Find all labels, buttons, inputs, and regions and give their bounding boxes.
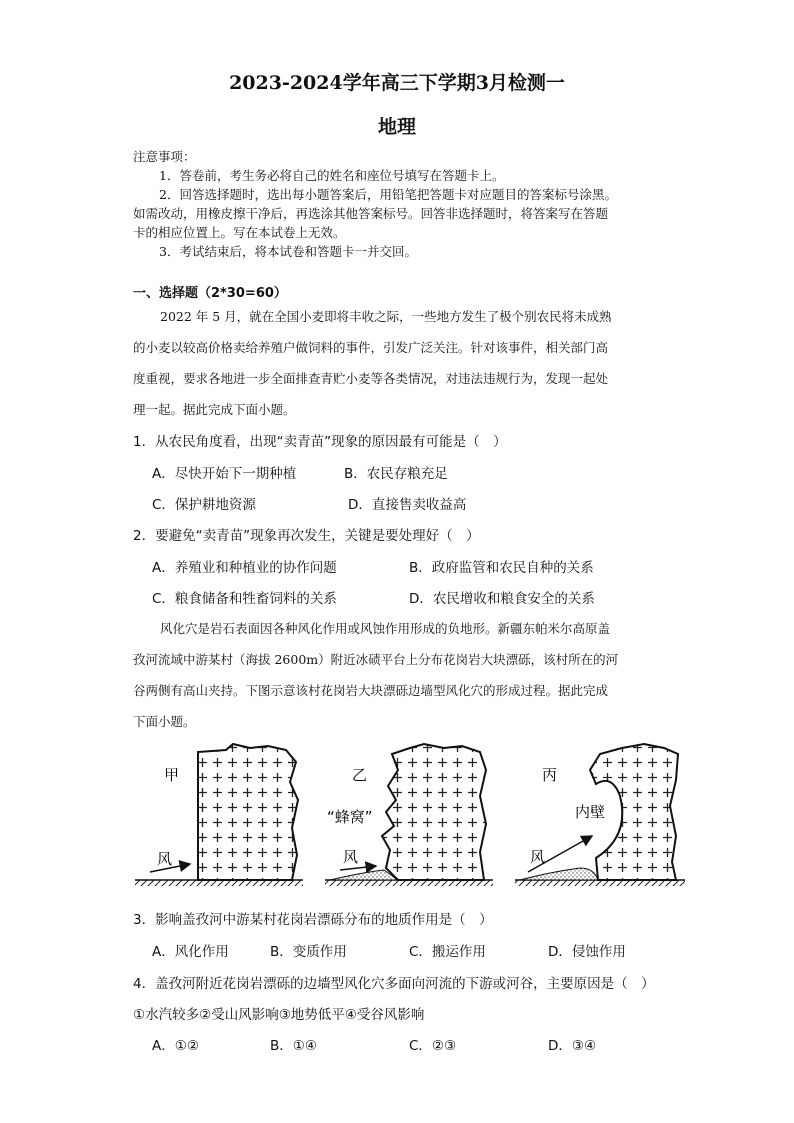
panel-label: 甲 [164,766,180,784]
question-option: C．保护耕地资源 [152,497,256,513]
question-option: B．①④ [270,1038,317,1054]
boulder [198,744,298,880]
passage-line: 度重视，要求各地进一步全面排查青贮小麦等各类情况，对违法违规行为，发现一起处 [133,371,609,386]
passage-line: 理一起。据此完成下面小题。 [133,402,296,417]
sand-deposit [330,870,398,880]
question-option: A．风化作用 [152,944,229,960]
question-option: D．侵蚀作用 [548,944,626,960]
question-stem: 1．从农民角度看，出现“卖青苗”现象的原因最有可能是（ ） [133,434,507,450]
question-stem: 3．影响盖孜河中游某村花岗岩漂砾分布的地质作用是（ ） [133,912,493,928]
question-option: A．养殖业和种植业的协作问题 [152,560,337,576]
notes-item: 2．回答选择题时，选出每小题答案后，用铅笔把答题卡对应题目的答案标号涂黑。 [159,187,617,202]
question-option: C．搬运作用 [409,944,486,960]
weathering-pit-figure [0,740,794,900]
question-stem: 4．盖孜河附近花岗岩漂砾的边墙型风化穴多面向河流的下游或河谷，主要原因是（ ） [133,976,655,992]
notes-item: 1．答卷前，考生务必将自己的姓名和座位号填写在答题卡上。 [159,168,505,183]
wind-label: 风 [157,850,173,868]
question-option: D．直接售卖收益高 [348,497,467,513]
question-option: D．农民增收和粮食安全的关系 [409,591,595,607]
question-stem: 2．要避免“卖青苗”现象再次发生，关键是要处理好（ ） [133,528,480,544]
notes-item: 如需改动，用橡皮擦干净后，再选涂其他答案标号。回答非选择题时，将答案写在答题 [133,206,609,221]
boulder [382,744,486,880]
question-option: A．尽快开始下一期种植 [152,466,297,482]
notes-item: 3．考试结束后，将本试卷和答题卡一并交回。 [159,244,417,259]
passage-line: 的小麦以较高价格卖给养殖户做饲料的事件，引发广泛关注。针对该事件，相关部门高 [133,340,609,355]
question-option: A．①② [152,1038,199,1054]
passage-line: 孜河流域中游某村（海拔 2600m）附近冰碛平台上分布花岗岩大块漂砾，该村所在的河 [133,652,619,667]
question-substem: ①水汽较多②受山风影响③地势低平④受谷风影响 [133,1007,425,1023]
panel-jia [135,744,303,886]
section-heading: 一、选择题（2*30=60） [133,286,287,301]
question-option: B．农民存粮充足 [344,466,448,482]
subject-title: 地理 [377,116,416,138]
panel-label: 乙 [352,766,368,784]
wind-label: 风 [343,848,359,866]
question-option: C．粮食储备和牲畜饲料的关系 [152,591,337,607]
question-option: B．变质作用 [270,944,347,960]
panel-yi [325,744,493,886]
passage-line: 下面小题。 [133,714,196,729]
question-option: B．政府监管和农民自种的关系 [409,560,594,576]
passage-line: 2022 年 5 月，就在全国小麦即将丰收之际，一些地方发生了极个别农民将未成熟 [160,309,612,324]
passage-line: 谷两侧有高山夹持。下图示意该村花岗岩大块漂砾边墙型风化穴的形成过程。据此完成 [133,683,609,698]
notes-item: 卡的相应位置上。写在本试卷上无效。 [133,225,346,240]
notes-heading: 注意事项： [133,149,196,164]
wind-arrow [340,866,376,870]
passage-line: 风化穴是岩石表面因各种风化作用或风蚀作用形成的负地形。新疆东帕米尔高原盖 [160,621,611,636]
page-title: 2023-2024学年高三下学期3月检测一 [229,72,565,94]
panel-bing [515,744,685,886]
question-option: C．②③ [409,1038,457,1054]
honeycomb-label: “蜂窝” [327,808,373,826]
question-option: D．③④ [548,1038,597,1054]
panel-label: 丙 [542,766,558,784]
wind-label: 风 [530,848,546,866]
inner-wall-label: 内壁 [575,803,606,821]
